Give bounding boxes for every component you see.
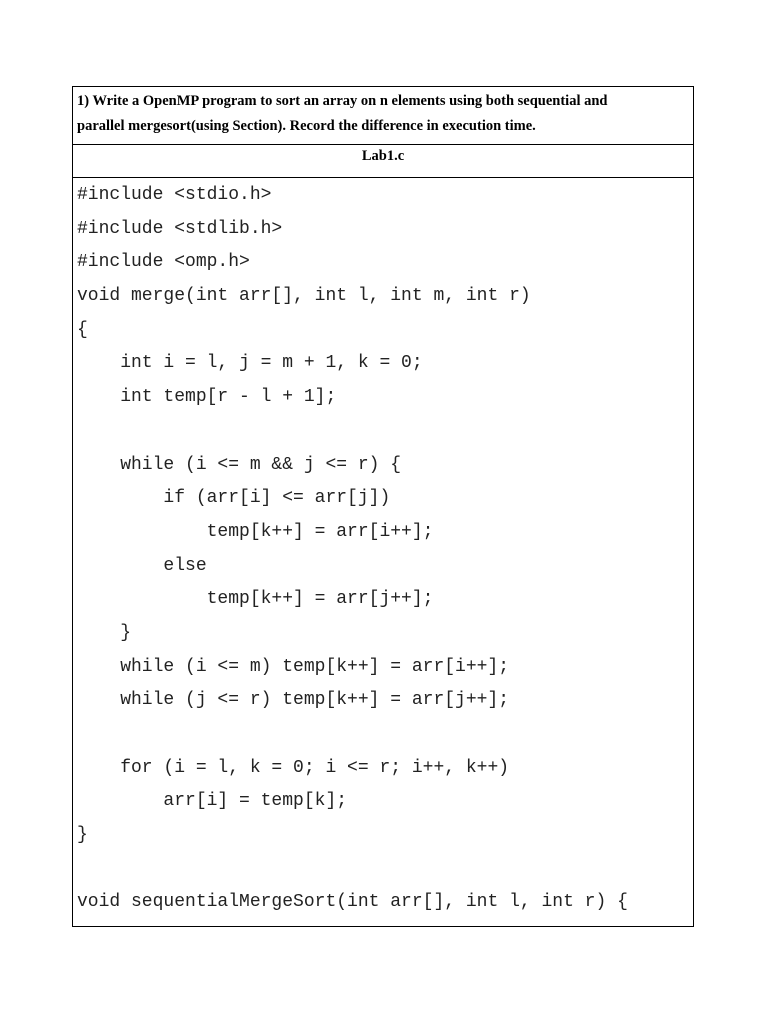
code-line: while (j <= r) temp[k++] = arr[j++]; xyxy=(77,690,510,711)
code-line: for (i = l, k = 0; i <= r; i++, k++) xyxy=(77,757,510,778)
code-line: else xyxy=(77,555,207,576)
code-line: int i = l, j = m + 1, k = 0; xyxy=(77,353,423,374)
code-line: #include <stdlib.h> xyxy=(77,218,283,239)
lab-table xyxy=(72,86,694,927)
code-block xyxy=(73,178,693,926)
code-line xyxy=(77,853,693,887)
code-line: } xyxy=(77,825,88,846)
code-line: } xyxy=(77,622,132,643)
question-line-1: 1) Write a OpenMP program to sort an array on n elements using both sequential and xyxy=(77,93,608,109)
code-line: void sequentialMergeSort(int arr[], int l, int r) { xyxy=(77,892,628,913)
code-line: while (i <= m) temp[k++] = arr[i++]; xyxy=(77,656,510,677)
code-line: while (i <= m && j <= r) { xyxy=(77,454,402,475)
question-line-2: parallel mergesort(using Section). Record the difference in execution time. xyxy=(77,118,536,134)
code-line xyxy=(77,718,693,752)
question-cell xyxy=(73,87,693,145)
file-name-heading: Lab1.c xyxy=(73,145,693,178)
code-line: #include <stdio.h> xyxy=(77,185,272,205)
code-line: #include <omp.h> xyxy=(77,252,250,273)
code-line: temp[k++] = arr[i++]; xyxy=(77,521,434,542)
code-line: arr[i] = temp[k]; xyxy=(77,791,348,812)
code-line xyxy=(77,415,693,449)
code-line: temp[k++] = arr[j++]; xyxy=(77,589,434,610)
code-line: int temp[r - l + 1]; xyxy=(77,387,337,408)
code-line: { xyxy=(77,319,88,340)
code-line: if (arr[i] <= arr[j]) xyxy=(77,488,391,509)
code-line: void merge(int arr[], int l, int m, int r) xyxy=(77,286,531,307)
